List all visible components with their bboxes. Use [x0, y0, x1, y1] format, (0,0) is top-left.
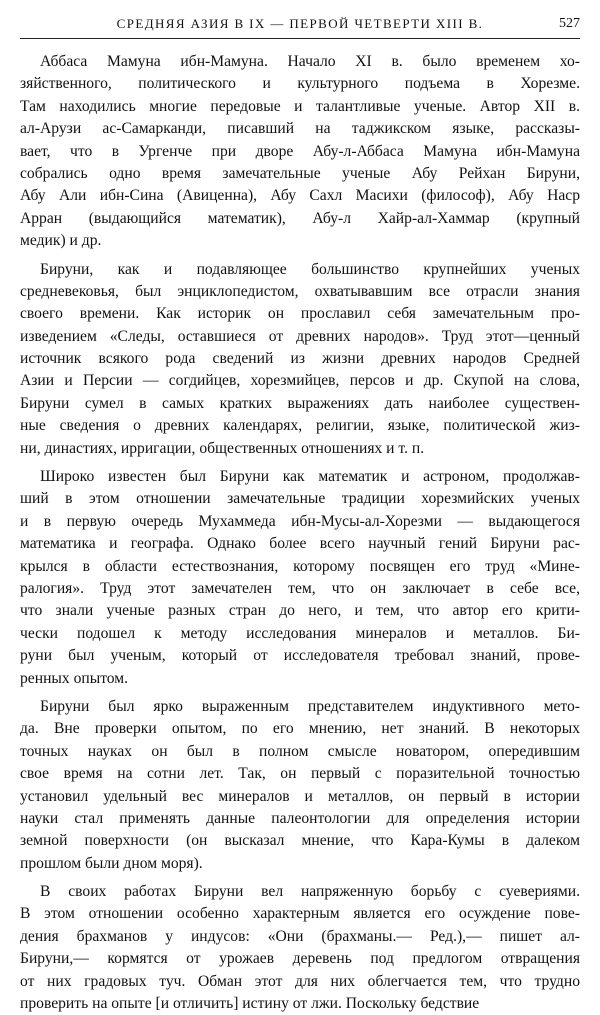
text-line: дения брахманов у индусов: «Они (брахманы.— Ред.),— пишет ал- — [20, 927, 580, 945]
text-line: Бируни сумел в самых кратких выражениях дать наиболее существен- — [20, 394, 580, 412]
text-line: науки стал применять данные палеонтологии для определения истории — [20, 809, 580, 827]
text-line: Абу Али ибн-Сина (Авиценна), Абу Сахл Масихи (философ), Абу Наср — [20, 187, 580, 205]
text-line: Бируни,— кормятся от урожаев деревень под предлогом отвращения — [20, 950, 580, 968]
paragraph — [20, 466, 580, 690]
text-line: крылся в области естествознания, которому посвящен его труд «Мине- — [20, 557, 580, 575]
body-text — [20, 51, 580, 1015]
text-line: чески подошел к методу исследования минералов и металлов. Би- — [20, 624, 580, 642]
text-line: свое время на сотни лет. Так, он первый с поразительной точностью — [20, 765, 580, 783]
paragraph — [20, 881, 580, 1015]
text-line: Бируни был ярко выраженным представителем индуктивного мето- — [40, 697, 580, 715]
text-line: Азии и Персии — согдийцев, хорезмийцев, персов и др. Скупой на слова, — [20, 372, 580, 390]
text-line: В своих работах Бируни вел напряженную борьбу с суевериями. — [40, 883, 580, 901]
text-line: земной поверхности (он высказал мнение, что Кара-Кумы в далеком — [20, 832, 580, 850]
text-line: Широко известен был Бируни как математик и астроном, продолжав- — [40, 468, 580, 486]
running-header — [20, 12, 580, 39]
book-page — [20, 12, 580, 1013]
text-line: медик) и др. — [20, 232, 102, 250]
text-line: от них градовых туч. Обман этот для них облегчается тем, что трудно — [20, 972, 580, 990]
text-line: средневековья, был энциклопедистом, охватывавшим все отрасли знания — [20, 282, 580, 300]
page-number: 527 — [559, 16, 580, 31]
text-line: В этом отношении особенно характерным является его осуждение пове- — [20, 905, 580, 923]
text-line: ал-Арузи ас-Самарканди, писавший на таджикском языке, рассказы- — [20, 120, 580, 138]
paragraph — [20, 51, 580, 253]
paragraph — [20, 696, 580, 875]
text-line: Бируни, как и подавляющее большинство крупнейших ученых — [40, 260, 580, 278]
text-line: ни, династиях, ирригации, общественных отношениях и т. п. — [20, 439, 425, 457]
text-line: ные сведения о древних календарях, религии, языке, политической жиз- — [20, 417, 580, 435]
text-line: ренных опытом. — [20, 669, 129, 687]
text-line: своего времени. Как историк он прославил себя замечательным про- — [20, 305, 580, 323]
text-line: да. Вне проверки опытом, по его мнению, нет знаний. В некоторых — [20, 720, 580, 738]
paragraph — [20, 259, 580, 461]
text-line: Арран (выдающийся математик), Абу-л Хайр-ал-Хаммар (крупный — [20, 209, 580, 227]
text-line: ший в этом отношении замечательные традиции хорезмийских ученых — [20, 490, 580, 508]
text-line: и в первую очередь Мухаммеда ибн-Мусы-ал-Хорезми — выдающегося — [20, 512, 580, 530]
text-line: прошлом были дном моря). — [20, 854, 203, 872]
text-line: вает, что в Ургенче при дворе Абу-л-Аббаса Мамуна ибн-Мамуна — [20, 142, 580, 160]
text-line: ралогия». Труд этот замечателен тем, что он заключает в себе все, — [20, 579, 580, 597]
text-line: математика и географа. Однако более всего научный гений Бируни рас- — [20, 535, 580, 553]
text-line: зяйственного, политического и культурного подъема в Хорезме. — [20, 75, 580, 93]
text-line: установил удельный вес минералов и металлов, он первый в истории — [20, 787, 580, 805]
text-line: Там находились многие передовые и талантливые ученые. Автор XII в. — [20, 97, 580, 115]
text-line: точных науках он был в полном смысле новатором, опередившим — [20, 742, 580, 760]
text-line: руни был ученым, который от исследователя требовал знаний, прове- — [20, 647, 580, 665]
text-line: источник всякого рода сведений из жизни древних народов Средней — [20, 350, 580, 368]
text-line: Аббаса Мамуна ибн-Мамуна. Начало XI в. было временем хо- — [40, 53, 580, 70]
text-line: изведением «Следы, оставшиеся от древних народов». Труд этот—ценный — [20, 327, 580, 345]
text-line: проверить на опыте [и отличить] истину от лжи. Поскольку бедствие — [20, 995, 480, 1013]
text-line: собрались одно время замечательные ученые Абу Рейхан Бируни, — [20, 164, 580, 182]
text-line: что знали ученые разных стран до него, и тем, что автор его крити- — [20, 602, 580, 620]
running-title: СРЕДНЯЯ АЗИЯ В IX — ПЕРВОЙ ЧЕТВЕРТИ XIII В. — [116, 16, 484, 31]
